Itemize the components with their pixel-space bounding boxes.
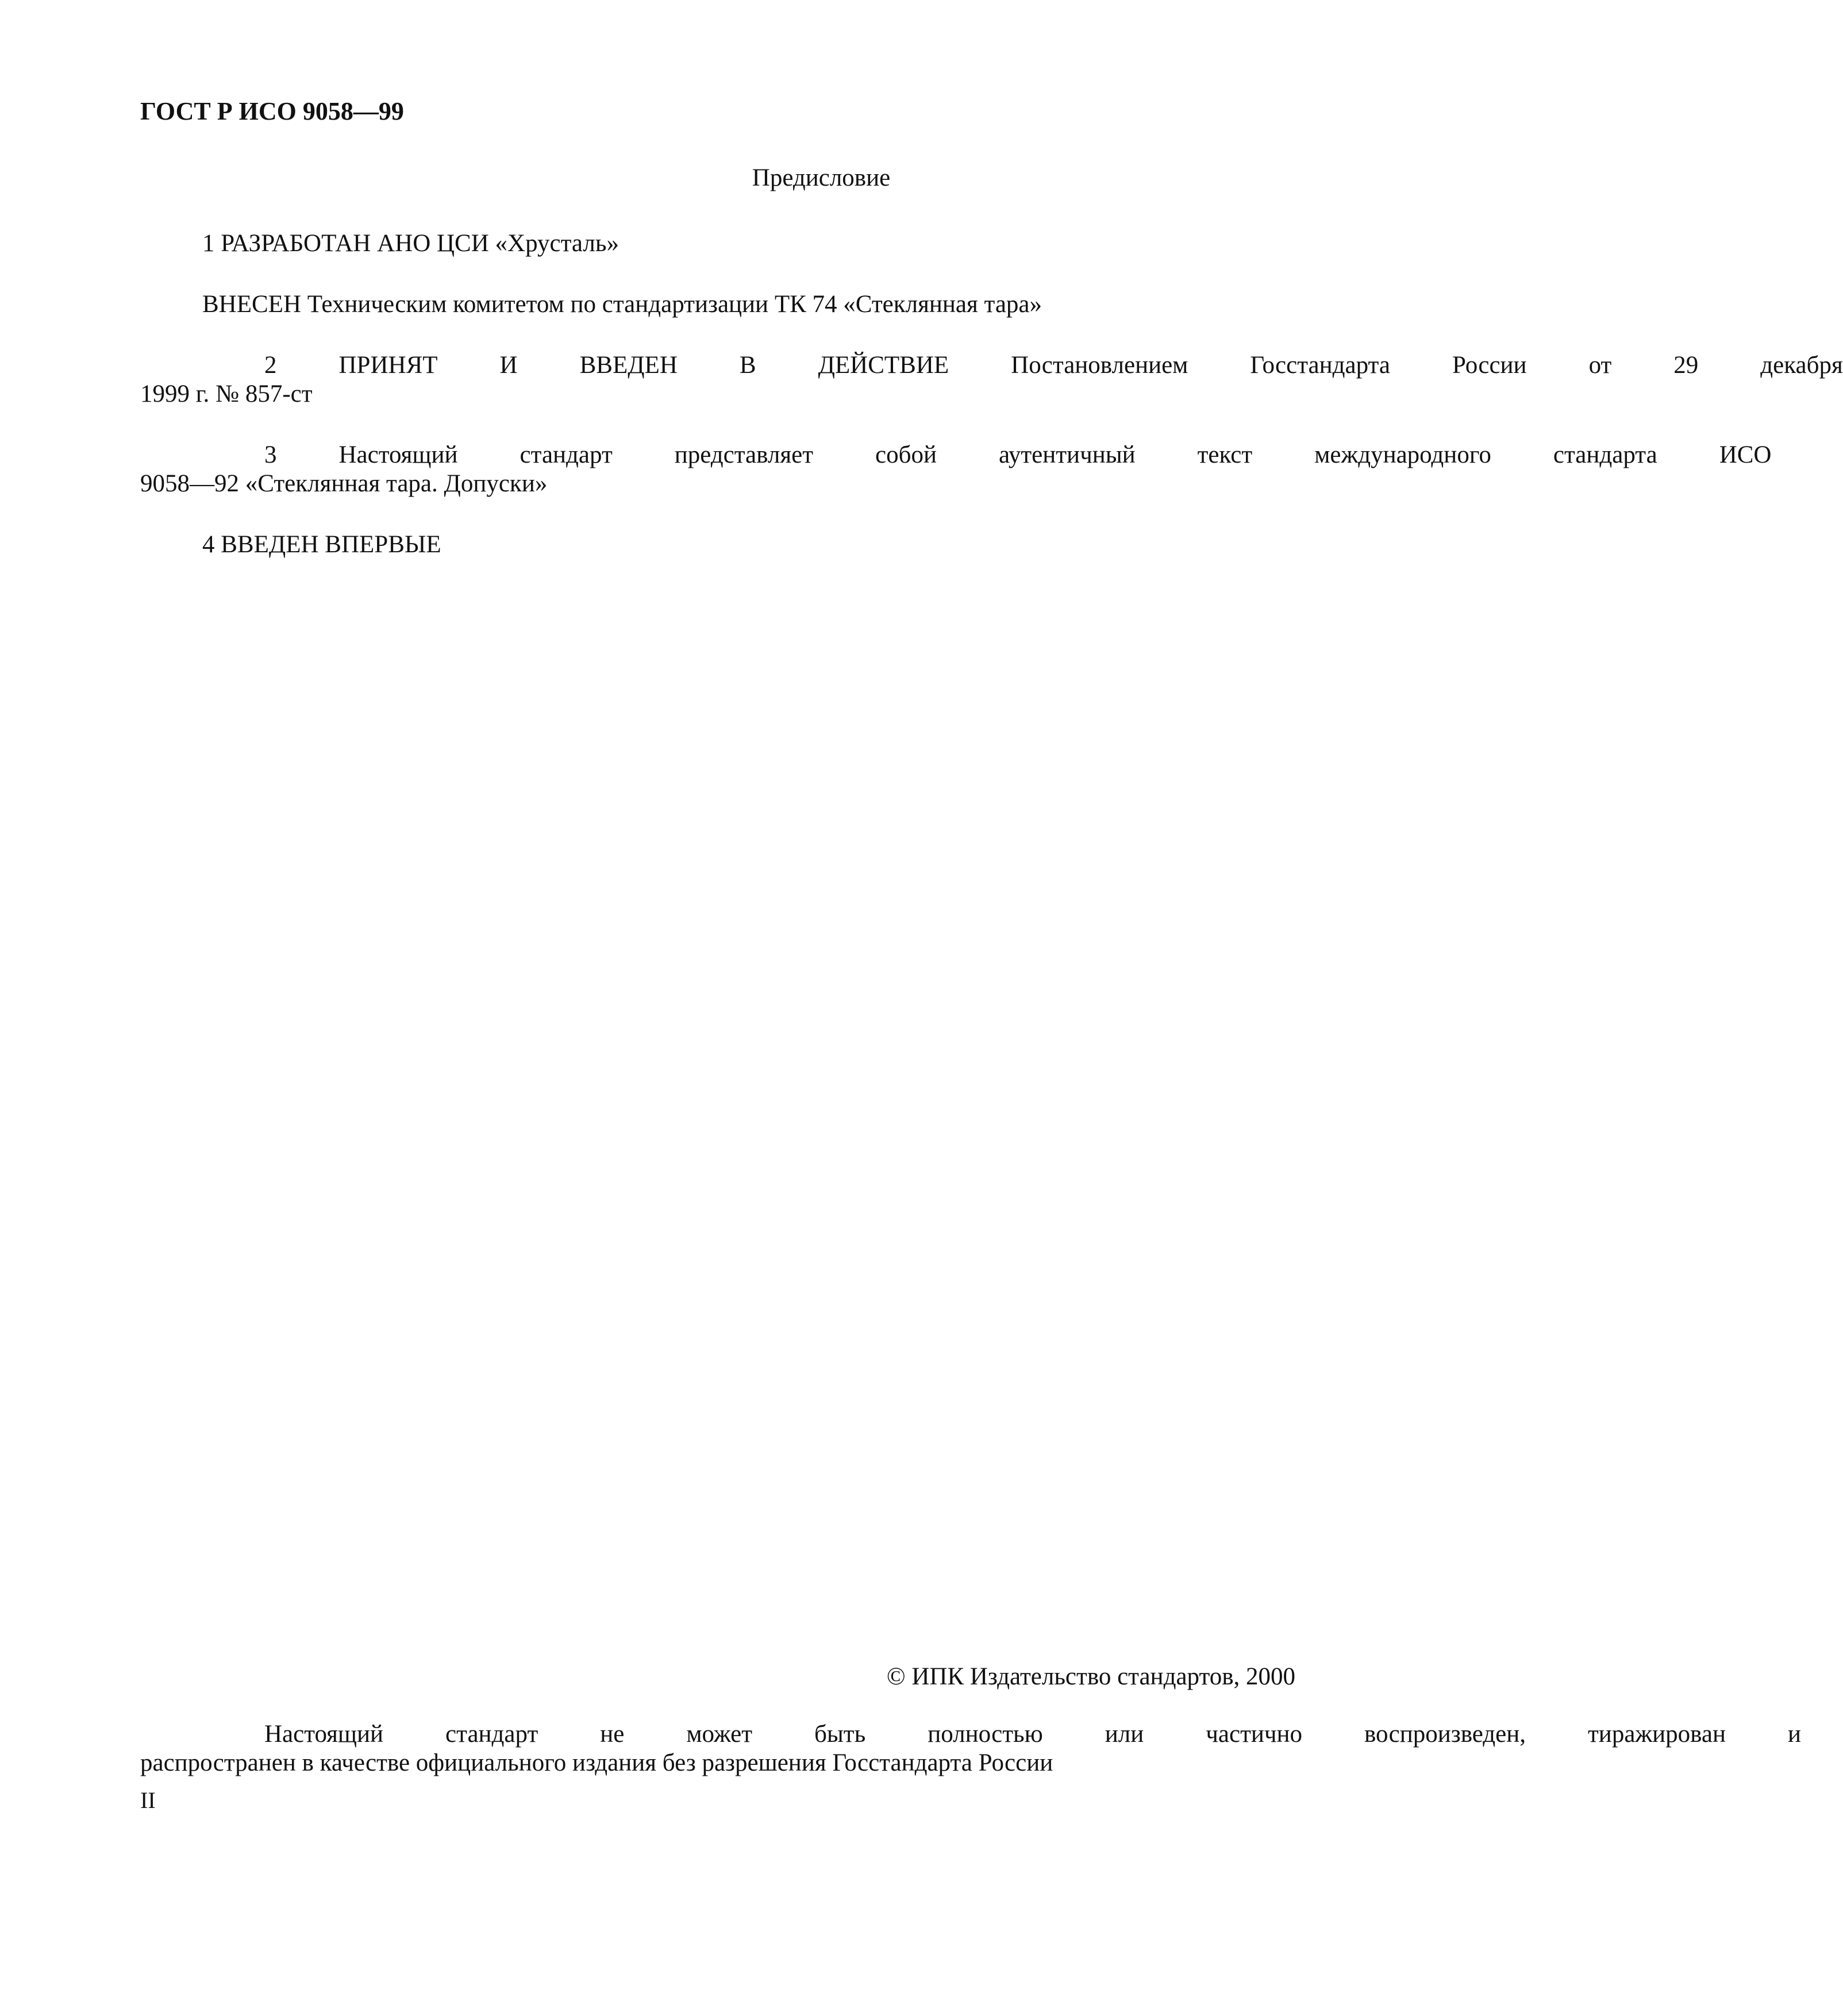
paragraph-developed-by: 1 РАЗРАБОТАН АНО ЦСИ «Хрусталь»	[202, 230, 619, 257]
word: может	[686, 1721, 753, 1748]
preface-section	[140, 164, 1843, 591]
page-number: II	[140, 1787, 156, 1813]
word: тиражирован	[1588, 1721, 1726, 1748]
word: стандарт	[445, 1721, 538, 1748]
paragraph-submitted-by: ВНЕСЕН Техническим комитетом по стандартизации ТК 74 «Стеклянная тара»	[202, 291, 1042, 318]
paragraph-authentic-text	[140, 441, 1772, 498]
word: 2	[264, 352, 277, 379]
word: частично	[1206, 1721, 1303, 1748]
word: представляет	[674, 441, 813, 468]
word: собой	[875, 441, 937, 468]
word: не	[600, 1721, 625, 1748]
word: стандарт	[520, 441, 613, 468]
word: аутентичный	[998, 441, 1136, 468]
word: В	[739, 352, 756, 379]
word: или	[1105, 1721, 1144, 1748]
word: Госстандарта	[1250, 352, 1390, 379]
word: от	[1588, 352, 1612, 379]
copyright-line: © ИПК Издательство стандартов, 2000	[886, 1663, 1295, 1690]
word: 29	[1673, 352, 1699, 379]
word: полностью	[928, 1721, 1043, 1748]
word: 3	[264, 441, 277, 468]
paragraph-first-introduced: 4 ВВЕДЕН ВПЕРВЫЕ	[202, 531, 441, 558]
word: ДЕЙСТВИЕ	[818, 352, 949, 379]
word: ПРИНЯТ	[338, 352, 438, 379]
reproduction-notice	[140, 1720, 1801, 1778]
paragraph-adopted-line-2: 1999 г. № 857-ст	[140, 380, 313, 407]
word: ВВЕДЕН	[579, 352, 678, 379]
word: текст	[1197, 441, 1253, 468]
word: Настоящий	[338, 441, 458, 468]
word: воспроизведен,	[1364, 1721, 1526, 1748]
paragraph-adopted	[140, 351, 1843, 409]
word: И	[499, 352, 518, 379]
word: Постановлением	[1011, 352, 1188, 379]
word: ИСО	[1719, 441, 1772, 468]
paragraph-authentic-text-line-2: 9058—92 «Стеклянная тара. Допуски»	[140, 470, 548, 497]
word: и	[1787, 1721, 1801, 1748]
paragraph-authentic-text-line-1	[202, 441, 1772, 470]
reproduction-notice-line-2: распространен в качестве официального издания без разрешения Госстандарта России	[140, 1749, 1053, 1776]
document-header: ГОСТ Р ИСО 9058—99	[140, 97, 404, 125]
word: международного	[1314, 441, 1491, 468]
word: быть	[814, 1721, 866, 1748]
reproduction-notice-line-1	[202, 1720, 1801, 1749]
paragraph-adopted-line-1	[202, 351, 1843, 380]
word: стандарта	[1553, 441, 1657, 468]
word: России	[1452, 352, 1527, 379]
word: Настоящий	[264, 1721, 384, 1748]
word: декабря	[1760, 352, 1843, 379]
preface-title: Предисловие	[752, 164, 891, 191]
